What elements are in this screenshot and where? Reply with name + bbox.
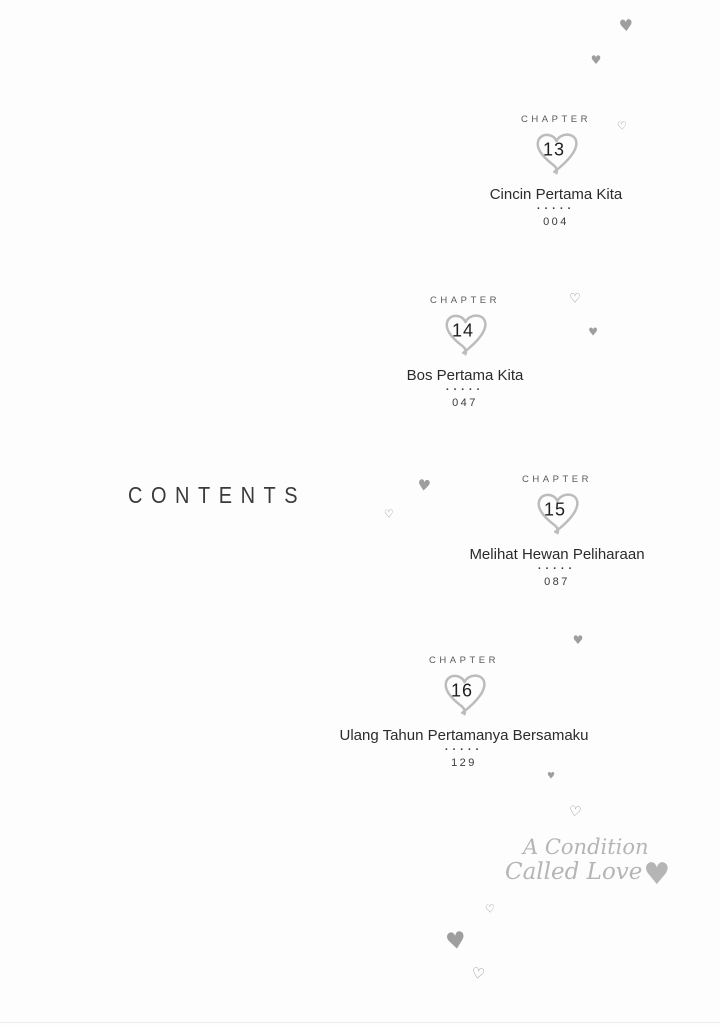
chapter-number: 13: [542, 139, 566, 160]
chapter-page-number: 004: [543, 216, 569, 228]
chapter-page-number: 087: [544, 576, 570, 588]
chapter-heart-icon: [531, 127, 581, 179]
chapter-15-entry: [397, 474, 717, 588]
heart-filled-icon: ♥: [416, 475, 432, 496]
heart-outline-icon: ♡: [567, 803, 583, 821]
chapter-title: Cincin Pertama Kita: [489, 186, 623, 203]
chapter-title: Bos Pertama Kita: [406, 367, 524, 384]
heart-filled-icon: ♥: [590, 53, 602, 67]
chapter-word-label: CHAPTER: [522, 474, 592, 485]
series-logo-line1: A Condition: [523, 835, 649, 859]
dots-separator: ·····: [444, 744, 484, 756]
chapter-title: Melihat Hewan Peliharaan: [469, 546, 645, 563]
dots-separator: ·····: [445, 384, 485, 396]
heart-filled-icon: ♥: [572, 633, 584, 647]
chapter-word-label: CHAPTER: [429, 655, 499, 666]
heart-outline-icon: ♡: [469, 963, 487, 984]
chapter-14-entry: [305, 291, 625, 409]
chapter-heart-icon: [439, 668, 489, 720]
chapter-number: 15: [543, 499, 567, 520]
heart-filled-icon: ♥: [546, 771, 556, 782]
chapter-word-label: CHAPTER: [521, 114, 591, 125]
heart-outline-icon: ♡: [616, 119, 628, 133]
series-logo: [505, 835, 671, 893]
chapter-title: Ulang Tahun Pertamanya Bersamaku: [339, 727, 589, 744]
heart-outline-icon: ♡: [383, 507, 395, 521]
chapter-number: 14: [451, 320, 475, 341]
series-logo-line2-text: Called Love: [505, 859, 643, 886]
series-logo-line2: Called Love ♥: [505, 857, 671, 893]
chapter-13-entry: [396, 114, 716, 228]
heart-filled-icon: ♥: [588, 325, 598, 339]
chapter-page-number: 047: [452, 397, 478, 409]
chapter-page-number: 129: [451, 757, 477, 769]
heart-outline-icon: ♡: [569, 291, 581, 307]
page-bottom-edge: [0, 1022, 720, 1023]
heart-filled-icon: ♥: [443, 927, 468, 956]
chapter-heart-icon: [532, 487, 582, 539]
chapter-word-label: CHAPTER: [430, 295, 500, 306]
chapter-number: 16: [450, 680, 474, 701]
contents-heading: CONTENTS: [128, 483, 307, 509]
dots-separator: ·····: [537, 563, 577, 575]
dots-separator: ·····: [536, 203, 576, 215]
chapter-heart-icon: [440, 308, 490, 360]
chapter-16-entry: [304, 655, 624, 769]
heart-outline-icon: ♡: [484, 902, 496, 916]
heart-filled-icon: ♥: [618, 15, 634, 36]
